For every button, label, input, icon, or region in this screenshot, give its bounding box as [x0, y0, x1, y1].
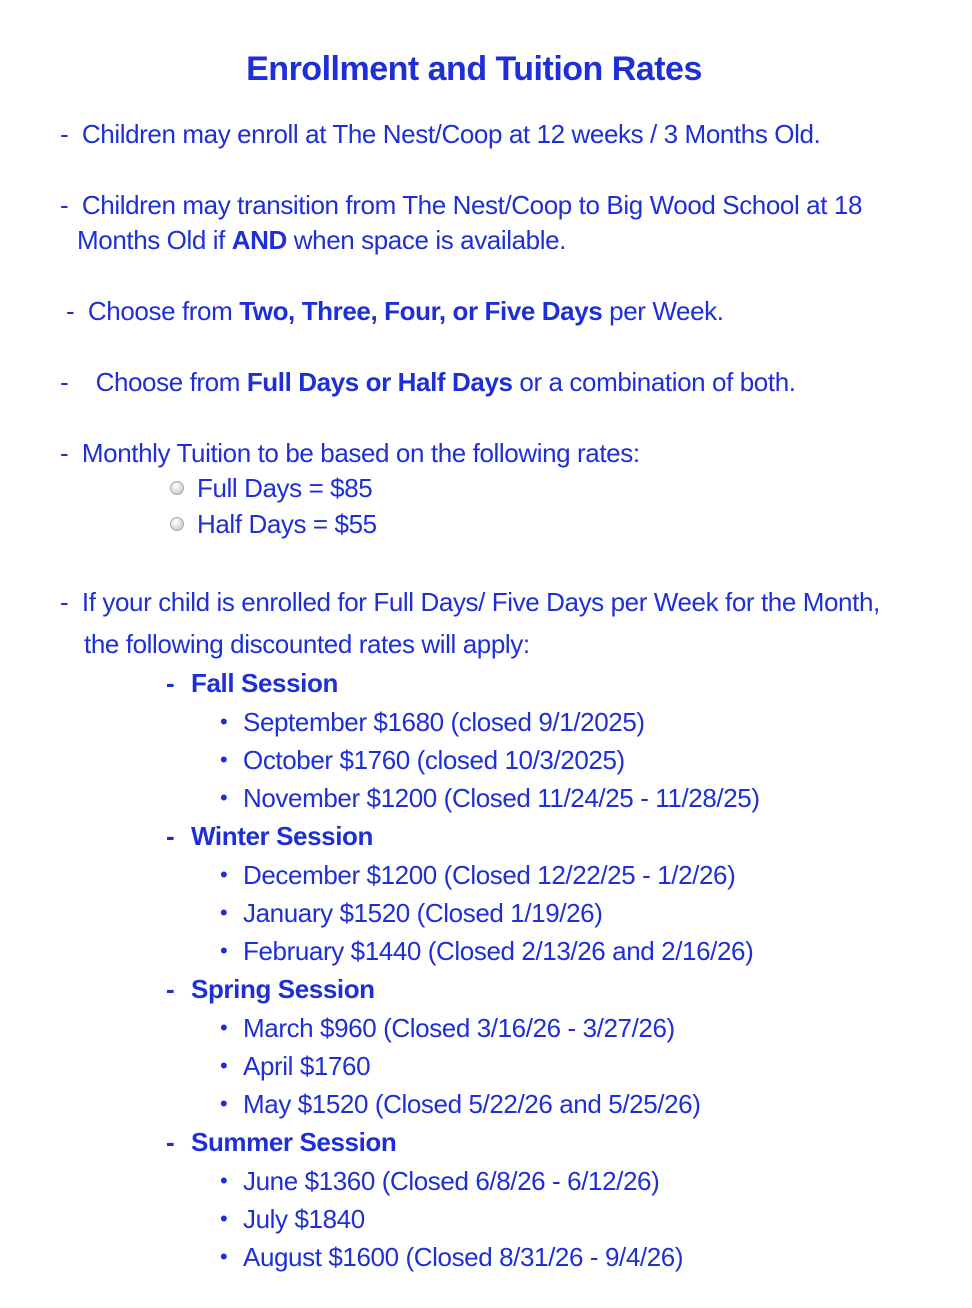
dot-bullet-icon: •	[220, 1015, 228, 1040]
item-monthly-tuition	[60, 436, 640, 470]
dash-marker: -	[60, 119, 69, 149]
dot-bullet-icon: •	[220, 938, 228, 963]
month-june: June $1360 (Closed 6/8/26 - 6/12/26)	[243, 1166, 660, 1196]
dash-marker: -	[60, 587, 69, 617]
month-november: November $1200 (Closed 11/24/25 - 11/28/25)	[243, 783, 760, 813]
dot-bullet-icon: •	[220, 709, 228, 734]
item-enroll-age	[60, 117, 820, 151]
dash-marker: -	[60, 438, 69, 468]
item-discount-line2: the following discounted rates will apply:	[84, 629, 530, 659]
dot-bullet-icon: •	[220, 1091, 228, 1116]
page-title: Enrollment and Tuition Rates	[246, 50, 702, 88]
item-transition-line2	[77, 223, 566, 257]
month-july: July $1840	[243, 1204, 365, 1234]
item-transition-line2-bold: AND	[231, 225, 287, 255]
session-summer-label: Summer Session	[191, 1127, 397, 1157]
item-days-pre: Choose from	[87, 296, 240, 326]
session-winter-label: Winter Session	[191, 821, 373, 851]
session-dash: -	[166, 974, 175, 1004]
dot-bullet-icon: •	[220, 900, 228, 925]
month-february: February $1440 (Closed 2/13/26 and 2/16/26)	[243, 936, 754, 966]
item-days-per-week	[66, 294, 724, 328]
item-discount	[60, 585, 880, 619]
item-full-half	[60, 365, 796, 399]
dot-bullet-icon: •	[220, 1206, 228, 1231]
month-april: April $1760	[243, 1051, 371, 1081]
dash-marker: -	[60, 367, 69, 397]
item-transition	[60, 188, 862, 222]
dot-bullet-icon: •	[220, 1244, 228, 1269]
rate-full-days: Full Days = $85	[197, 473, 373, 503]
dot-bullet-icon: •	[220, 1168, 228, 1193]
dash-marker: -	[66, 296, 75, 326]
session-dash: -	[166, 821, 175, 851]
month-january: January $1520 (Closed 1/19/26)	[243, 898, 603, 928]
month-march: March $960 (Closed 3/16/26 - 3/27/26)	[243, 1013, 675, 1043]
item-full-half-pre: Choose from	[95, 367, 247, 397]
item-days-bold: Two, Three, Four, or Five Days	[239, 296, 603, 326]
circle-bullet-icon	[170, 517, 184, 531]
month-september: September $1680 (closed 9/1/2025)	[243, 707, 645, 737]
dot-bullet-icon: •	[220, 1053, 228, 1078]
dot-bullet-icon: •	[220, 862, 228, 887]
item-transition-line1: Children may transition from The Nest/Coop to Big Wood School at 18	[81, 190, 863, 220]
dot-bullet-icon: •	[220, 747, 228, 772]
rate-half-days: Half Days = $55	[197, 509, 377, 539]
item-days-post: per Week.	[602, 296, 724, 326]
dash-marker: -	[60, 190, 69, 220]
session-fall-label: Fall Session	[191, 668, 338, 698]
item-full-half-bold: Full Days or Half Days	[246, 367, 513, 397]
circle-bullet-icon	[170, 481, 184, 495]
item-discount-line1: If your child is enrolled for Full Days/ Five Days per Week for the Month,	[81, 587, 880, 617]
month-may: May $1520 (Closed 5/22/26 and 5/25/26)	[243, 1089, 701, 1119]
session-dash: -	[166, 668, 175, 698]
month-august: August $1600 (Closed 8/31/26 - 9/4/26)	[243, 1242, 684, 1272]
item-monthly-tuition-text: Monthly Tuition to be based on the following rates:	[81, 438, 640, 468]
item-enroll-age-text: Children may enroll at The Nest/Coop at 12 weeks / 3 Months Old.	[81, 119, 821, 149]
month-october: October $1760 (closed 10/3/2025)	[243, 745, 625, 775]
month-december: December $1200 (Closed 12/22/25 - 1/2/26)	[243, 860, 736, 890]
item-transition-line2-pre: Months Old if	[77, 225, 232, 255]
dot-bullet-icon: •	[220, 785, 228, 810]
session-spring-label: Spring Session	[191, 974, 375, 1004]
item-transition-line2-post: when space is available.	[286, 225, 566, 255]
session-dash: -	[166, 1127, 175, 1157]
item-full-half-post: or a combination of both.	[512, 367, 796, 397]
